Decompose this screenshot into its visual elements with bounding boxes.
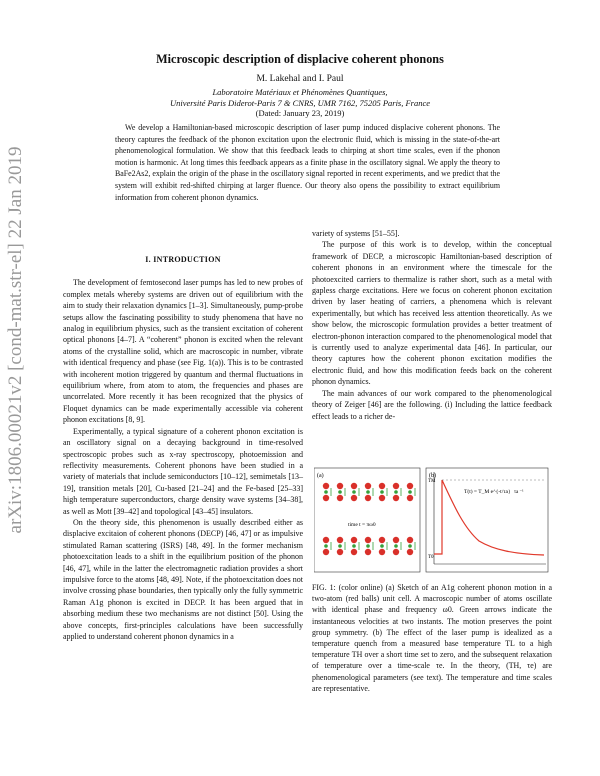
arxiv-stamp-text: arXiv:1806.00021v2 [cond-mat.str-el] 22 Jan 2019 xyxy=(5,146,26,534)
red-atom xyxy=(323,537,329,543)
figure-svg xyxy=(314,466,550,576)
panel-b-label: (b) xyxy=(429,473,436,479)
red-atom xyxy=(393,537,399,543)
red-atom xyxy=(351,537,357,543)
red-atom xyxy=(393,549,399,555)
red-atom xyxy=(379,537,385,543)
green-atom xyxy=(324,490,328,494)
green-atom xyxy=(324,544,328,548)
red-atom xyxy=(407,495,413,501)
green-atom xyxy=(408,490,412,494)
paragraph: The purpose of this work is to develop, within the conceptual framework of DECP, a microscopic Hamiltonian-based description of coherent phonons in an environment where the timescale for the photoexcited carriers to thermalize is rather short, such as a metal with gapless charge excitations. Here we focus on coherent phonon excitation driven by laser heating of carriers, a phenomena which is relevant experimentally, but which has received less attention theoretically. As we show below, the microscopic formulation provides a better treatment of electron-phonon interaction compared to the phenomenological model that is currently used to analyze experimental data [46]. In particular, our theory captures how the coherent phonon excitation modifies the electronic fluid, and how this modification feeds back on the coherent phonon dynamics. xyxy=(312,240,552,387)
green-atom xyxy=(366,490,370,494)
red-atom xyxy=(407,549,413,555)
red-atom xyxy=(337,537,343,543)
formula: T(t) = T_M e^{-t/τa} xyxy=(464,489,511,495)
left-column xyxy=(63,254,303,642)
red-atom xyxy=(379,483,385,489)
tm-label: TM xyxy=(428,479,436,484)
affiliation-1: Laboratoire Matériaux et Phénomènes Quantiques, xyxy=(212,87,388,97)
green-atom xyxy=(394,490,398,494)
time-label: time t = πω0 xyxy=(348,522,376,528)
red-atom xyxy=(365,549,371,555)
red-atom xyxy=(365,537,371,543)
tau-label: τa ⁻¹ xyxy=(514,490,524,495)
paragraph: On the theory side, this phenomenon is usually described either as displacive excitaion of coherent phonons (DECP) [46, 47] or as impulsive stimulated Raman scattering (ISRS) [48, 49]. In the former mechanism photoexcitation leads to a shift in the equilibrium position of the phonon [46, 47], while in the latter the electromagnetic radiation provides a short impulsive force to the atoms [48, 49]. Note, if the photoexcitation does not involve crossing phase boundaries, then typically only the fully symmetric Raman A1g phonon is excited in DECP. It has been argued that in absorbing medium these two mechanisms are not distinct [50]. Using the above concepts, first-principles calculations have been successfully applied to understand coherent phonon dynamics in a xyxy=(63,517,303,641)
green-atom xyxy=(338,490,342,494)
panel-a-label: (a) xyxy=(317,473,324,479)
red-atom xyxy=(323,483,329,489)
arxiv-stamp xyxy=(2,40,30,640)
green-atom xyxy=(338,544,342,548)
red-atom xyxy=(407,537,413,543)
red-atom xyxy=(365,483,371,489)
red-atom xyxy=(337,483,343,489)
red-atom xyxy=(379,549,385,555)
paragraph: The development of femtosecond laser pumps has led to new probes of complex metals whereby systems are driven out of equilibrium with the aim to study their relaxation dynamics [1–3]. Simultaneously, pump-probe setups allow the fascinating possibility to study phenomena that have no analog in equilibrium physics, such as the transient excitation of coherent optical phonons [4–7]. A “coherent” phonon is excited when the relevant atoms of the crystalline solid, which are macroscopic in number, vibrate with identical frequency and phase (see Fig. 1(a)). This is to be contrasted with incoherent motion triggered by quantum and thermal fluctuations in equilibrium where, from atom to atom, the frequencies and phases are uncorrelated. More recently it has been recognized that the physics of Floquet dynamics can be made experimentally accessible via coherent phonon excitations [8, 9]. xyxy=(63,278,303,425)
red-atom xyxy=(365,495,371,501)
right-column xyxy=(312,228,552,422)
red-atom xyxy=(337,495,343,501)
red-atom xyxy=(337,549,343,555)
affiliation-2: Université Paris Diderot-Paris 7 & CNRS, UMR 7162, 75205 Paris, France xyxy=(169,98,431,108)
t0-label: T0 xyxy=(428,555,434,560)
red-atom xyxy=(407,483,413,489)
green-atom xyxy=(352,544,356,548)
figure-caption: FIG. 1: (color online) (a) Sketch of an A1g coherent phonon motion in a two-atom (red balls) unit cell. A macroscopic number of atoms oscillate with identical phase and frequency ω0. Green arrows indicate the instantaneous velocities at two instants. The motion preserves the point group symmetry. (b) The effect of the laser pump is idealized as a temperature quench from a measured base temperature TL to a high temperature TH over a short time set to zero, and the subsequent relaxation of temperature over a time-scale τe. In the theory, (TH, τe) are phenomenological parameters (see text). The temperature and time scales are representative. xyxy=(312,583,552,693)
paper-title: Microscopic description of displacive coherent phonons xyxy=(156,52,444,66)
abstract: We develop a Hamiltonian-based microscopic description of laser pump induced displacive coherent phonons. The theory captures the feedback of the phonon excitation upon the electronic fluid, which is missing in the state-of-the-art phenomenological formulation. We show that this feedback leads to chirping at short time scales, even if the phonon motion is harmonic. At long times this feedback appears as a finite phase in the oscillatory signal. We apply the theory to BaFe2As2, explain the origin of the phase in the oscillatory signal reported in recent experiments, and we predict that the system will exhibit red-shifted chirping at larger fluence. Our theory also opens the possibility to extract equilibrium information from coherent phonon dynamics. xyxy=(115,123,500,202)
red-atom xyxy=(351,495,357,501)
green-atom xyxy=(380,490,384,494)
red-atom xyxy=(351,549,357,555)
red-atom xyxy=(323,549,329,555)
green-atom xyxy=(380,544,384,548)
green-atom xyxy=(366,544,370,548)
red-atom xyxy=(323,495,329,501)
paragraph: Experimentally, a typical signature of a coherent phonon excitation is an oscillatory signal on a decaying background in time-resolved spectroscopic probes such as x-ray spectroscopy, photoemission and reflectivity measurements. Coherent phonons have been studied in a variety of materials that include semiconductors [10–12], semimetals [13–19], transition metals [20], Cu-based [21–24] and the Fe-based [25–33] high temperature superconductors, charge density wave systems [34–38], as well as Mott [39–42] and topological [43–45] insulators. xyxy=(63,426,303,516)
red-atom xyxy=(351,483,357,489)
paragraph: variety of systems [51–55]. xyxy=(312,229,400,238)
paragraph: The main advances of our work compared to the phenomenological theory of Zeiger [46] are the following. (i) Including the lattice feedback effect leads to a richer de- xyxy=(312,388,552,421)
green-atom xyxy=(394,544,398,548)
figure-1 xyxy=(314,466,550,576)
date-line: (Dated: January 23, 2019) xyxy=(255,108,345,118)
green-atom xyxy=(408,544,412,548)
section-heading: I. INTRODUCTION xyxy=(145,255,221,264)
green-atom xyxy=(352,490,356,494)
red-atom xyxy=(393,483,399,489)
authors: M. Lakehal and I. Paul xyxy=(256,74,344,84)
red-atom xyxy=(393,495,399,501)
red-atom xyxy=(379,495,385,501)
